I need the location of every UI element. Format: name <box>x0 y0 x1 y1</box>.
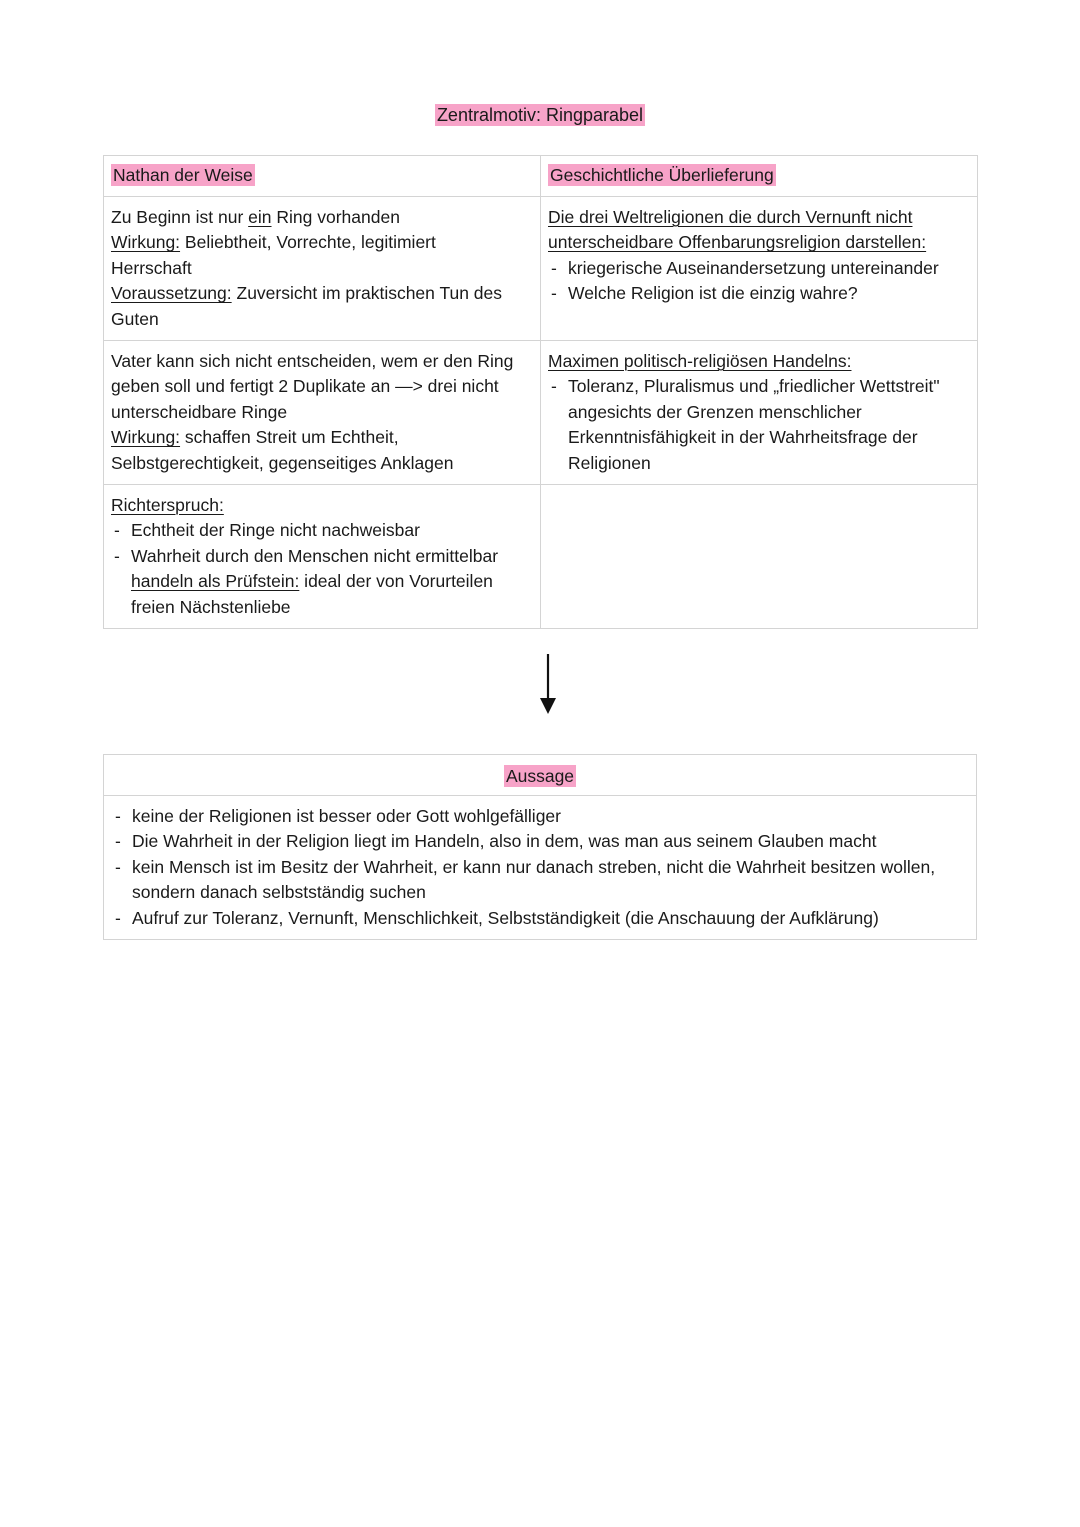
statement-box <box>103 754 977 940</box>
row2-left-line3: unterscheidbare Ringe <box>111 401 288 422</box>
page-title <box>0 103 1080 127</box>
row2-left-line1: Vater kann sich nicht entscheiden, wem er den Ring <box>111 351 514 372</box>
list-item: - Die Wahrheit in der Religion liegt im Handeln, also in dem, was man aus seinem Glauben macht <box>112 829 968 854</box>
row2-right-heading: Maximen politisch-religiösen Handelns: <box>548 351 852 372</box>
text: ideal der von Vorurteilen <box>299 571 493 592</box>
list-item: - Aufruf zur Toleranz, Vernunft, Menschlichkeit, Selbstständigkeit (die Anschauung der Aufklärung) <box>112 906 968 931</box>
text: Zu Beginn ist nur <box>111 207 249 227</box>
list-item-continuation: Religionen <box>568 452 651 473</box>
row2-left-line4 <box>111 425 533 450</box>
row1-left-line5: Guten <box>111 308 159 329</box>
statement-body <box>104 796 976 939</box>
row1-right-heading-line1: Die drei Weltreligionen die durch Vernunft nicht <box>548 207 913 227</box>
statement-list <box>112 804 968 931</box>
row3-left-list <box>111 518 533 620</box>
list-item: - kein Mensch ist im Besitz der Wahrheit, er kann nur danach streben, nicht die Wahrheit besitzen wollen, <box>112 855 968 880</box>
list-item-continuation: angesichts der Grenzen menschlicher <box>568 401 862 422</box>
row1-left-cell <box>104 197 541 341</box>
list-item: - Toleranz, Pluralismus und „friedlicher Wettstreit" <box>548 374 970 399</box>
label-pruefstein: handeln als Prüfstein: <box>131 571 300 592</box>
row1-right-cell <box>541 197 978 341</box>
row1-left-line1 <box>111 205 533 230</box>
list-item-continuation: sondern danach selbstständig suchen <box>132 882 426 903</box>
list-item: - kriegerische Auseinandersetzung untereinander <box>548 256 970 281</box>
page-title-text: Zentralmotiv: Ringparabel <box>436 105 644 125</box>
row1-right-list <box>548 256 970 307</box>
row1-left-line2 <box>111 230 533 255</box>
right-header-cell <box>541 156 978 197</box>
text: Beliebtheit, Vorrechte, legitimiert <box>180 232 436 253</box>
row1-left-line3: Herrschaft <box>111 257 192 278</box>
list-item: - keine der Religionen ist besser oder Gott wohlgefälliger <box>112 804 968 829</box>
text: schaffen Streit um Echtheit, <box>180 427 399 448</box>
down-arrow-icon <box>537 652 559 716</box>
label-wirkung: Wirkung: <box>111 232 181 253</box>
row2-right-list <box>548 374 970 476</box>
row3-left-cell <box>104 485 541 629</box>
list-item: - Wahrheit durch den Menschen nicht ermittelbar <box>111 544 533 569</box>
comparison-table <box>103 155 978 629</box>
row2-right-cell <box>541 341 978 485</box>
table-row <box>104 197 978 341</box>
text: Zuversicht im praktischen Tun des <box>231 283 503 304</box>
list-item: - Welche Religion ist die einzig wahre? <box>548 281 970 306</box>
list-item-continuation <box>111 569 533 594</box>
list-item-continuation: Erkenntnisfähigkeit in der Wahrheitsfrage der <box>568 427 918 448</box>
label-voraussetzung: Voraussetzung: <box>111 283 232 304</box>
table-row <box>104 341 978 485</box>
row3-right-cell-empty <box>541 485 978 629</box>
underlined-word: ein <box>248 207 272 227</box>
left-header-cell <box>104 156 541 197</box>
row1-right-heading-line2: unterscheidbare Offenbarungsreligion darstellen: <box>548 232 927 253</box>
table-row <box>104 485 978 629</box>
row2-left-cell <box>104 341 541 485</box>
label-wirkung: Wirkung: <box>111 427 181 448</box>
list-item-continuation: freien Nächstenliebe <box>131 596 291 617</box>
row3-left-heading: Richterspruch: <box>111 495 224 516</box>
left-header: Nathan der Weise <box>113 165 253 185</box>
right-header: Geschichtliche Überlieferung <box>550 165 774 185</box>
list-item: - Echtheit der Ringe nicht nachweisbar <box>111 518 533 543</box>
table-header-row <box>104 156 978 197</box>
statement-header-cell <box>104 755 976 796</box>
text: Ring vorhanden <box>271 207 400 227</box>
statement-header: Aussage <box>505 766 575 786</box>
row2-left-line2: geben soll und fertigt 2 Duplikate an —> drei nicht <box>111 376 499 397</box>
row2-left-line5: Selbstgerechtigkeit, gegenseitiges Anklagen <box>111 452 454 473</box>
row1-left-line4 <box>111 281 533 306</box>
